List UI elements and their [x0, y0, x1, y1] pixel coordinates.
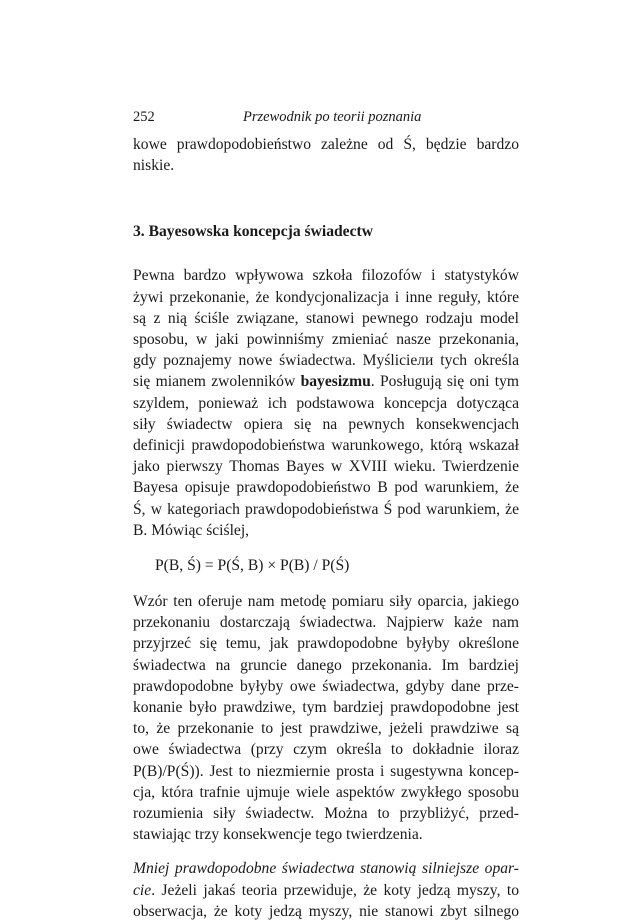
text-line: Mniej prawdopodobne świadectwa stanowią silniejsze opar- — [133, 860, 519, 878]
paragraph-formula-explanation — [133, 591, 519, 845]
italic-fragment: cie — [133, 881, 152, 899]
text-line: owe świadectwa (przy czym określa to dokładnie iloraz — [133, 741, 519, 759]
bayes-formula: P(B, Ś) = P(Ś, B) × P(B) / P(Ś) — [155, 557, 350, 575]
text-line: siły świadectw opiera się na pewnych konsekwencjach — [133, 415, 519, 433]
text-line: żywi przekonanie, że kondycjonalizacja i inne reguły, które — [133, 288, 519, 306]
page-number: 252 — [133, 109, 155, 125]
text-fragment: . Jeżeli jakaś teoria przewiduje, że koty jedzą myszy, to — [151, 881, 519, 899]
text-line: gdy poznajemy nowe świadectwa. Myśliciели tych określa — [133, 352, 519, 370]
paragraph-bayesianism — [133, 265, 519, 541]
text-line — [133, 880, 519, 901]
text-line: jako pierwszy Thomas Bayes w XVIII wieku. Twierdzenie — [133, 458, 519, 476]
text-fragment: się mianem zwolenników — [133, 373, 301, 391]
text-line: Wzór ten oferuje nam metodę pomiaru siły oparcia, jakiego — [133, 593, 519, 611]
text-line: to, że przekonanie to jest prawdziwe, jeżeli prawdziwe są — [133, 720, 519, 738]
text-line: stawiając trzy konsekwencje tego twierdzenia. — [133, 826, 423, 844]
text-line: niskie. — [133, 157, 175, 175]
book-page — [133, 108, 519, 922]
bold-term: bayesizmu — [300, 373, 371, 391]
text-line: rozumienia siły świadectw. Można to przybliżyć, przed- — [133, 805, 519, 823]
text-line: sposobu, w jaki powinniśmy zmieniać nasze przekonania, — [133, 331, 519, 349]
text-line: cja, która trafnie ujmuje wiele aspektów zwykłego sposobu — [133, 783, 519, 801]
paragraph-continuation — [133, 134, 519, 176]
section-heading: 3. Bayesowska koncepcja świadectw — [133, 223, 373, 241]
text-line: konanie było prawdziwe, tym bardziej prawdopodobne jest — [133, 699, 519, 717]
text-line: obserwacja, że koty jedzą myszy, nie stanowi zbyt silnego — [133, 902, 519, 920]
text-line: Bayesa opisuje prawdopodobieństwo B pod warunkiem, że — [133, 479, 519, 497]
text-line — [133, 371, 519, 392]
text-line: są z nią ściśle związane, stanowi pewnego rodzaju model — [133, 309, 519, 327]
text-line: P(B)/P(Ś)). Jest to niezmiernie prosta i sugestywna koncep- — [133, 762, 519, 780]
running-title: Przewodnik po teorii poznania — [243, 109, 422, 125]
text-line: szyldem, ponieważ ich podstawowa koncepcja dotycząca — [133, 394, 519, 412]
text-line: przekonaniu dostarczają świadectwa. Najpierw każe nam — [133, 614, 519, 632]
text-line: przyjrzeć się temu, jak prawdopodobne byłyby określone — [133, 635, 519, 653]
text-fragment: . Posługują się oni tym — [370, 373, 520, 391]
running-header — [133, 108, 519, 130]
text-line: świadectwa na gruncie danego przekonania. Im bardziej — [133, 656, 519, 674]
text-line: Pewna bardzo wpływowa szkoła filozofów i statystyków — [133, 267, 519, 285]
text-line: Ś, w kategoriach prawdopodobieństwa Ś pod warunkiem, że — [133, 500, 519, 518]
text-line: prawdopodobne byłyby owe świadectwa, gdyby dane prze- — [133, 677, 519, 695]
text-line: B. Mówiąc ściślej, — [133, 521, 250, 539]
text-line: definicji prawdopodobieństwa warunkowego, którą wskazał — [133, 437, 519, 455]
text-line: kowe prawdopodobieństwo zależne od Ś, będzie bardzo — [133, 136, 519, 153]
paragraph-less-probable-evidence — [133, 858, 519, 922]
